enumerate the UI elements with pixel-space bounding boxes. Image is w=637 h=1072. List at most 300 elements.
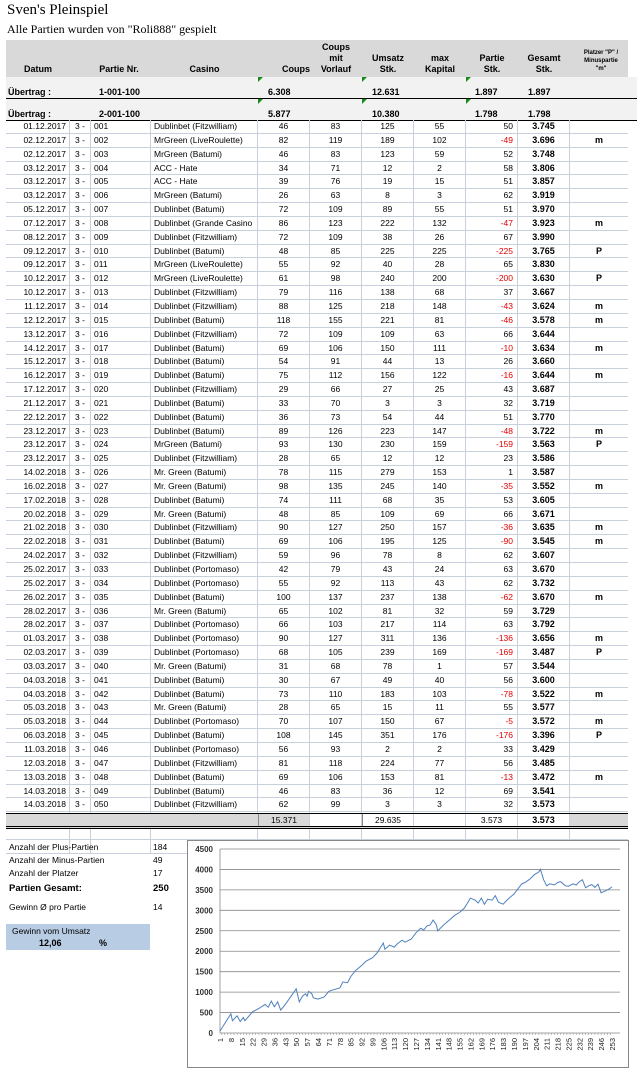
cell-coups: 48 <box>258 508 310 521</box>
cell-casino: Mr. Green (Batumi) <box>151 605 258 618</box>
cell-prefix: 3 - <box>70 577 91 590</box>
x-tick-label: 246 <box>597 1038 607 1051</box>
cell-datum: 01.03.2017 <box>6 632 70 645</box>
cell-coups: 42 <box>258 563 310 576</box>
cell-partie-nr: 026 <box>91 466 151 479</box>
x-tick-label: 85 <box>346 1038 356 1047</box>
cell-umsatz: 125 <box>362 120 414 133</box>
cell-gesamt-stk: 3.429 <box>518 743 570 756</box>
cell-platzer <box>570 411 628 424</box>
cell-umsatz: 19 <box>362 175 414 188</box>
header-casino: Casino <box>189 64 220 74</box>
cell-coups-vorlauf: 83 <box>310 148 362 161</box>
table-row <box>6 674 628 688</box>
cell-partie-nr: 038 <box>91 632 151 645</box>
header-text: Kapital <box>424 64 455 74</box>
cell-partie-nr: 002 <box>91 134 151 147</box>
cell-datum: 01.12.2017 <box>6 120 70 133</box>
cell-max-kapital: 225 <box>414 245 466 258</box>
cell-max-kapital: 67 <box>414 715 466 728</box>
cell-prefix: 3 - <box>70 688 91 701</box>
x-tick-label: 78 <box>335 1038 345 1047</box>
cell-max-kapital: 63 <box>414 328 466 341</box>
cell-coups: 55 <box>258 577 310 590</box>
page-title: Sven's Pleinspiel <box>7 2 109 18</box>
cell-gesamt-stk: 3.923 <box>518 217 570 230</box>
cell-gesamt-stk: 3.806 <box>518 162 570 175</box>
x-tick-label: 15 <box>237 1038 247 1047</box>
cell-coups-vorlauf: 106 <box>310 535 362 548</box>
cell-prefix: 3 - <box>70 120 91 133</box>
cell-datum: 05.12.2017 <box>6 203 70 216</box>
cell-gesamt-stk: 3.670 <box>518 591 570 604</box>
cell-platzer <box>570 175 628 188</box>
x-tick-label: 8 <box>226 1038 236 1043</box>
total-empty <box>310 814 362 826</box>
cell-casino: Mr. Green (Batumi) <box>151 508 258 521</box>
cell-partie-stk: 50 <box>466 120 518 133</box>
table-row <box>6 535 628 549</box>
cell-max-kapital: 102 <box>414 134 466 147</box>
cell-umsatz: 351 <box>362 729 414 742</box>
cell-prefix: 3 - <box>70 355 91 368</box>
cell-partie-stk: -13 <box>466 771 518 784</box>
cell-umsatz: 43 <box>362 563 414 576</box>
cell-prefix: 3 - <box>70 798 91 811</box>
uebertrag-label: Übertrag : <box>8 109 52 119</box>
cell-partie-nr: 007 <box>91 203 151 216</box>
cell-umsatz: 12 <box>362 162 414 175</box>
header-gesamt-stk <box>518 53 570 75</box>
cell-datum: 02.12.2017 <box>6 148 70 161</box>
cell-coups-vorlauf: 135 <box>310 480 362 493</box>
cell-coups-vorlauf: 68 <box>310 660 362 673</box>
table-row <box>6 563 628 577</box>
cell-partie-nr: 035 <box>91 591 151 604</box>
cell-casino: Dublinbet (Batumi) <box>151 203 258 216</box>
cell-partie-nr: 030 <box>91 521 151 534</box>
x-tick-label: 71 <box>324 1038 334 1047</box>
cell-coups: 78 <box>258 466 310 479</box>
cell-partie-nr: 034 <box>91 577 151 590</box>
cell-coups: 86 <box>258 217 310 230</box>
cell-partie-stk: -159 <box>466 438 518 451</box>
cell-partie-nr: 037 <box>91 618 151 631</box>
header-text: Stk. <box>483 64 501 74</box>
cell-gesamt-stk: 3.578 <box>518 314 570 327</box>
cell-partie-nr: 025 <box>91 452 151 465</box>
table-row <box>6 771 628 785</box>
total-empty <box>414 814 466 826</box>
x-tick-label: 169 <box>477 1038 487 1051</box>
cell-max-kapital: 125 <box>414 535 466 548</box>
table-row <box>6 452 628 466</box>
table-row <box>6 383 628 397</box>
table-row <box>6 245 628 259</box>
cell-gesamt-stk: 3.634 <box>518 342 570 355</box>
cell-coups-vorlauf: 119 <box>310 134 362 147</box>
cell-partie-stk: 56 <box>466 674 518 687</box>
cell-max-kapital: 68 <box>414 286 466 299</box>
cell-prefix: 3 - <box>70 632 91 645</box>
cell-coups: 46 <box>258 785 310 798</box>
cell-coups-vorlauf: 91 <box>310 355 362 368</box>
cell-casino: Dublinbet (Batumi) <box>151 369 258 382</box>
cell-umsatz: 279 <box>362 466 414 479</box>
cell-datum: 21.02.2018 <box>6 521 70 534</box>
cell-casino: Mr. Green (Batumi) <box>151 701 258 714</box>
cell-gesamt-stk: 3.630 <box>518 272 570 285</box>
x-tick-label: 50 <box>292 1038 302 1047</box>
cell-max-kapital: 8 <box>414 549 466 562</box>
cell-partie-nr: 043 <box>91 701 151 714</box>
cell-umsatz: 54 <box>362 411 414 424</box>
cell-prefix: 3 - <box>70 452 91 465</box>
table-row <box>6 466 628 480</box>
cell-platzer <box>570 162 628 175</box>
cell-prefix: 3 - <box>70 521 91 534</box>
cell-prefix: 3 - <box>70 369 91 382</box>
cell-coups: 65 <box>258 605 310 618</box>
cell-casino: Dublinbet (Batumi) <box>151 729 258 742</box>
cell-coups-vorlauf: 112 <box>310 369 362 382</box>
cell-platzer <box>570 148 628 161</box>
cell-coups: 68 <box>258 646 310 659</box>
cell-gesamt-stk: 3.656 <box>518 632 570 645</box>
table-row <box>6 438 628 452</box>
cell-partie-stk: 53 <box>466 494 518 507</box>
cell-partie-nr: 039 <box>91 646 151 659</box>
cell-datum: 22.12.2017 <box>6 411 70 424</box>
cell-prefix: 3 - <box>70 258 91 271</box>
cell-datum: 14.02.2018 <box>6 466 70 479</box>
cell-datum: 02.03.2017 <box>6 646 70 659</box>
cell-casino: Dublinbet (Batumi) <box>151 314 258 327</box>
cell-platzer: P <box>595 647 602 658</box>
cell-coups-vorlauf: 65 <box>310 701 362 714</box>
cell-partie-stk: 23 <box>466 452 518 465</box>
cell-datum: 23.12.2017 <box>6 452 70 465</box>
cell-coups: 82 <box>258 134 310 147</box>
cell-partie-nr: 021 <box>91 397 151 410</box>
cell-umsatz: 68 <box>362 494 414 507</box>
cell-platzer <box>570 355 628 368</box>
cell-platzer <box>570 494 628 507</box>
cell-coups: 74 <box>258 494 310 507</box>
cell-casino: ACC - Hate <box>151 175 258 188</box>
x-tick-label: 106 <box>379 1038 389 1051</box>
uebertrag-row <box>6 77 637 99</box>
cell-max-kapital: 1 <box>414 660 466 673</box>
cell-datum: 04.03.2018 <box>6 688 70 701</box>
cell-coups: 34 <box>258 162 310 175</box>
y-tick-label: 3500 <box>195 885 213 895</box>
gewinn-umsatz-value: 12,06 <box>39 938 62 948</box>
cell-partie-stk: 51 <box>466 175 518 188</box>
cell-umsatz: 218 <box>362 300 414 313</box>
cell-gesamt-stk: 3.745 <box>518 120 570 133</box>
cell-max-kapital: 59 <box>414 148 466 161</box>
table-row <box>6 508 628 522</box>
percent-sign: % <box>99 938 108 948</box>
cell-coups: 29 <box>258 383 310 396</box>
table-row <box>6 175 628 189</box>
cell-prefix: 3 - <box>70 411 91 424</box>
uebertrag-gesamt: 1.798 <box>528 109 551 119</box>
stat-plus-label: Anzahl der Plus-Partien <box>9 842 99 852</box>
cell-datum: 21.12.2017 <box>6 397 70 410</box>
table-row <box>6 743 628 757</box>
cell-max-kapital: 153 <box>414 466 466 479</box>
cell-max-kapital: 136 <box>414 632 466 645</box>
cell-partie-stk: 62 <box>466 577 518 590</box>
cell-datum: 25.02.2017 <box>6 563 70 576</box>
cell-datum: 05.03.2018 <box>6 701 70 714</box>
cell-partie-nr: 004 <box>91 162 151 175</box>
cell-coups-vorlauf: 123 <box>310 217 362 230</box>
cell-prefix: 3 - <box>70 342 91 355</box>
table-row <box>6 480 628 494</box>
cell-partie-nr: 050 <box>91 798 151 811</box>
header-coups: Coups <box>282 64 310 74</box>
cell-coups-vorlauf: 107 <box>310 715 362 728</box>
table-row <box>6 286 628 300</box>
cell-coups: 90 <box>258 521 310 534</box>
cell-platzer: m <box>594 314 603 325</box>
cell-coups: 89 <box>258 425 310 438</box>
cell-umsatz: 44 <box>362 355 414 368</box>
x-tick-label: 120 <box>401 1038 411 1051</box>
uebertrag-label: Übertrag : <box>8 87 52 97</box>
cell-coups-vorlauf: 109 <box>310 231 362 244</box>
cell-datum: 10.12.2017 <box>6 286 70 299</box>
cell-prefix: 3 - <box>70 701 91 714</box>
cell-gesamt-stk: 3.600 <box>518 674 570 687</box>
header-partie-stk <box>466 53 518 75</box>
cell-max-kapital: 13 <box>414 355 466 368</box>
cell-datum: 22.02.2018 <box>6 535 70 548</box>
cell-partie-stk: 26 <box>466 355 518 368</box>
cell-casino: Dublinbet (Batumi) <box>151 785 258 798</box>
cell-datum: 28.02.2017 <box>6 618 70 631</box>
cell-prefix: 3 - <box>70 148 91 161</box>
cell-datum: 03.12.2017 <box>6 189 70 202</box>
cell-platzer <box>570 785 628 798</box>
cell-datum: 17.02.2018 <box>6 494 70 507</box>
cell-coups-vorlauf: 115 <box>310 466 362 479</box>
cell-partie-stk: -43 <box>466 300 518 313</box>
cell-platzer: m <box>594 217 603 228</box>
cell-datum: 03.12.2017 <box>6 162 70 175</box>
cell-umsatz: 217 <box>362 618 414 631</box>
y-tick-label: 2000 <box>195 947 213 957</box>
cell-umsatz: 138 <box>362 286 414 299</box>
cell-umsatz: 239 <box>362 646 414 659</box>
cell-prefix: 3 - <box>70 383 91 396</box>
cell-gesamt-stk: 3.635 <box>518 521 570 534</box>
cell-umsatz: 3 <box>362 397 414 410</box>
cell-casino: Dublinbet (Fitzwilliam) <box>151 757 258 770</box>
cell-max-kapital: 32 <box>414 605 466 618</box>
cell-gesamt-stk: 3.644 <box>518 328 570 341</box>
cell-umsatz: 183 <box>362 688 414 701</box>
cell-umsatz: 78 <box>362 549 414 562</box>
cell-partie-nr: 042 <box>91 688 151 701</box>
stat-minus-label: Anzahl der Minus-Partien <box>9 855 105 865</box>
cell-datum: 12.12.2017 <box>6 314 70 327</box>
cell-max-kapital: 176 <box>414 729 466 742</box>
cell-max-kapital: 157 <box>414 521 466 534</box>
comment-marker-icon <box>466 99 471 104</box>
cell-umsatz: 109 <box>362 328 414 341</box>
table-row <box>6 328 628 342</box>
cell-gesamt-stk: 3.748 <box>518 148 570 161</box>
cell-umsatz: 150 <box>362 715 414 728</box>
cell-coups: 66 <box>258 618 310 631</box>
cell-platzer: m <box>594 633 603 644</box>
total-umsatz: 29.635 <box>362 814 414 826</box>
cell-gesamt-stk: 3.396 <box>518 729 570 742</box>
cell-partie-stk: 32 <box>466 798 518 811</box>
cell-casino: Dublinbet (Batumi) <box>151 494 258 507</box>
x-tick-label: 197 <box>520 1038 530 1051</box>
cell-partie-nr: 032 <box>91 549 151 562</box>
y-tick-label: 3000 <box>195 906 213 916</box>
cell-umsatz: 225 <box>362 245 414 258</box>
cell-partie-stk: 59 <box>466 605 518 618</box>
cell-gesamt-stk: 3.687 <box>518 383 570 396</box>
cell-platzer: m <box>594 536 603 547</box>
cell-coups-vorlauf: 92 <box>310 577 362 590</box>
cell-datum: 15.12.2017 <box>6 355 70 368</box>
cell-coups: 39 <box>258 175 310 188</box>
cell-coups-vorlauf: 79 <box>310 563 362 576</box>
cell-coups: 79 <box>258 286 310 299</box>
uebertrag-row <box>6 99 637 121</box>
cell-umsatz: 230 <box>362 438 414 451</box>
cell-coups-vorlauf: 106 <box>310 342 362 355</box>
cell-coups-vorlauf: 99 <box>310 798 362 811</box>
header-umsatz <box>362 53 414 75</box>
cell-prefix: 3 - <box>70 203 91 216</box>
cell-max-kapital: 169 <box>414 646 466 659</box>
cell-coups-vorlauf: 96 <box>310 549 362 562</box>
x-tick-label: 64 <box>314 1038 323 1047</box>
cell-prefix: 3 - <box>70 535 91 548</box>
stat-gewinn-label: Gewinn Ø pro Partie <box>9 902 87 912</box>
cell-casino: Dublinbet (Fitzwilliam) <box>151 383 258 396</box>
cell-partie-stk: 57 <box>466 660 518 673</box>
chart-container <box>187 840 629 1068</box>
cell-partie-stk: -36 <box>466 521 518 534</box>
cell-max-kapital: 3 <box>414 189 466 202</box>
cell-partie-nr: 028 <box>91 494 151 507</box>
cell-coups: 26 <box>258 189 310 202</box>
cell-partie-nr: 013 <box>91 286 151 299</box>
cell-datum: 16.02.2018 <box>6 480 70 493</box>
cell-gesamt-stk: 3.729 <box>518 605 570 618</box>
header-platzer <box>570 49 632 73</box>
cell-coups-vorlauf: 70 <box>310 397 362 410</box>
cell-max-kapital: 12 <box>414 452 466 465</box>
x-tick-label: 29 <box>259 1038 269 1047</box>
cell-partie-nr: 010 <box>91 245 151 258</box>
cell-coups-vorlauf: 103 <box>310 618 362 631</box>
cell-coups-vorlauf: 102 <box>310 605 362 618</box>
cell-partie-stk: -78 <box>466 688 518 701</box>
cell-max-kapital: 2 <box>414 162 466 175</box>
cell-partie-stk: -5 <box>466 715 518 728</box>
cell-max-kapital: 2 <box>414 743 466 756</box>
cell-datum: 28.02.2017 <box>6 605 70 618</box>
uebertrag-partie: 1-001-100 <box>99 87 141 97</box>
x-tick-label: 113 <box>390 1038 400 1050</box>
uebertrag-partie-stk: 1.897 <box>475 87 498 97</box>
cell-datum: 17.12.2017 <box>6 383 70 396</box>
cell-max-kapital: 44 <box>414 411 466 424</box>
cell-platzer: P <box>595 273 602 284</box>
cell-partie-stk: -47 <box>466 217 518 230</box>
header-text: Partie <box>479 53 505 63</box>
header-coups-vorlauf <box>310 42 362 75</box>
cell-umsatz: 156 <box>362 369 414 382</box>
cell-partie-nr: 047 <box>91 757 151 770</box>
cell-datum: 24.02.2017 <box>6 549 70 562</box>
header-text: max <box>430 53 449 63</box>
header-text: Platzer "P" / <box>583 50 619 56</box>
cell-coups: 70 <box>258 715 310 728</box>
cell-coups: 33 <box>258 397 310 410</box>
cell-umsatz: 195 <box>362 535 414 548</box>
cell-prefix: 3 - <box>70 591 91 604</box>
cell-max-kapital: 25 <box>414 383 466 396</box>
gewinn-umsatz-box <box>6 924 150 950</box>
cell-gesamt-stk: 3.472 <box>518 771 570 784</box>
cell-partie-nr: 045 <box>91 729 151 742</box>
header-partie-nr: Partie Nr. <box>99 64 139 74</box>
cell-gesamt-stk: 3.830 <box>518 258 570 271</box>
cell-coups-vorlauf: 105 <box>310 646 362 659</box>
uebertrag-coups: 5.877 <box>268 109 291 119</box>
stat-plus-value: 184 <box>153 842 168 852</box>
cell-coups: 59 <box>258 549 310 562</box>
cell-max-kapital: 147 <box>414 425 466 438</box>
table-header <box>6 40 628 77</box>
uebertrag-coups: 6.308 <box>268 87 291 97</box>
cell-gesamt-stk: 3.792 <box>518 618 570 631</box>
cell-coups: 90 <box>258 632 310 645</box>
cell-max-kapital: 43 <box>414 577 466 590</box>
cell-partie-nr: 012 <box>91 272 151 285</box>
cell-coups-vorlauf: 67 <box>310 674 362 687</box>
cell-prefix: 3 - <box>70 605 91 618</box>
cell-coups: 46 <box>258 120 310 133</box>
cell-prefix: 3 - <box>70 162 91 175</box>
cell-casino: Dublinbet (Fitzwilliam) <box>151 798 258 811</box>
cell-coups: 46 <box>258 148 310 161</box>
cell-gesamt-stk: 3.719 <box>518 397 570 410</box>
cell-coups: 56 <box>258 743 310 756</box>
cell-prefix: 3 - <box>70 480 91 493</box>
cell-casino: Dublinbet (Fitzwilliam) <box>151 231 258 244</box>
cell-platzer <box>570 452 628 465</box>
cell-prefix: 3 - <box>70 245 91 258</box>
cell-platzer: m <box>594 480 603 491</box>
cell-datum: 03.12.2017 <box>6 175 70 188</box>
cell-gesamt-stk: 3.770 <box>518 411 570 424</box>
cell-platzer: P <box>595 439 602 450</box>
cell-prefix: 3 - <box>70 328 91 341</box>
